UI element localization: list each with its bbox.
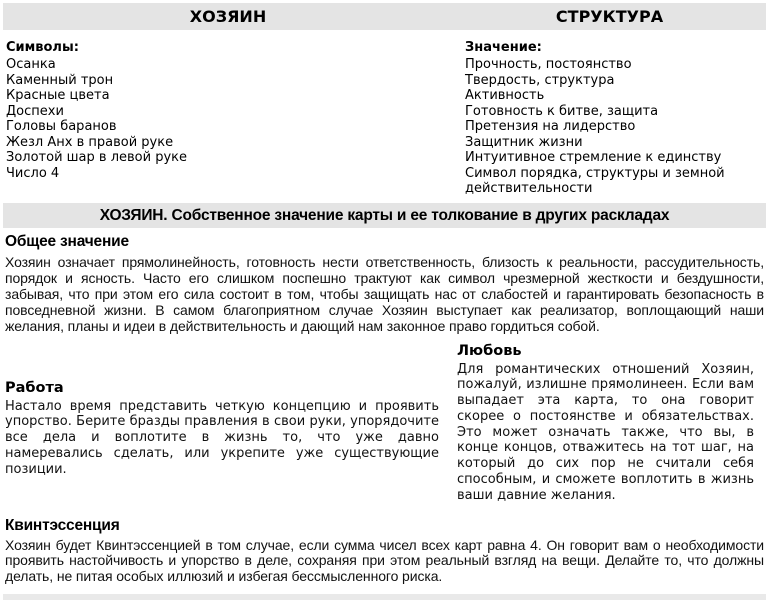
- symbol-item: Число 4: [6, 165, 60, 181]
- symbol-item: Доспехи: [6, 103, 64, 119]
- work-heading: Работа: [5, 379, 64, 396]
- quintessence-heading: Квинтэссенция: [5, 516, 120, 534]
- section-banner-title: ХОЗЯИН. Собственное значение карты и ее толкование в других раскладах: [3, 203, 766, 228]
- section-general-meaning: [3, 233, 766, 334]
- symbol-item: Каменный трон: [6, 72, 114, 88]
- symbols-block: [3, 30, 453, 181]
- bottom-divider-bar: [3, 594, 766, 600]
- meaning-item: Символ порядка, структуры и земной действительности: [465, 165, 725, 196]
- meaning-item: Защитник жизни: [465, 134, 583, 150]
- quintessence-text: Хозяин будет Квинтэссенцией в том случае, если сумма чисел всех карт равна 4. Он говорит вам о необходимости проявить настойчивость и упорство в деле, сохраняя при этом реальный взгляд на вещи. Делайте то, что должны делать, не питая особых иллюзий и избегая бессмысленного риска.: [5, 536, 764, 584]
- structure-column: [453, 3, 766, 197]
- section-love: [457, 343, 764, 504]
- general-meaning-text: Хозяин означает прямолинейность, готовность нести ответственность, близость к реальности, рассудительность, порядок и ясность. Часто его слишком поспешно трактуют как символ чрезмерной жесткости и бездушности, забывая, что при этом его сила состоит в том, чтобы защищать нас от слабостей и гарантировать безопасность в повседневной жизни. В самом благоприятном случае Хозяин выступает как реализатор, воплощающий наши желания, планы и идеи в действительность и дающий нам законное право гордиться собой.: [5, 253, 764, 334]
- meaning-item: Твердость, структура: [465, 72, 615, 88]
- general-meaning-heading: Общее значение: [5, 232, 129, 250]
- structure-header: СТРУКТУРА: [453, 3, 766, 30]
- meaning-item: Интуитивное стремление к единству: [465, 150, 722, 165]
- card-name-header: ХОЗЯИН: [3, 3, 453, 30]
- symbols-label: Символы:: [6, 40, 79, 55]
- symbol-item: Головы баранов: [6, 119, 117, 134]
- symbol-item: Красные цвета: [6, 88, 110, 103]
- card-column: [3, 3, 453, 197]
- work-love-columns: [3, 343, 766, 504]
- meanings-label: Значение:: [465, 40, 542, 55]
- meaning-item: Активность: [465, 88, 545, 103]
- top-columns: [3, 3, 766, 197]
- love-heading: Любовь: [457, 342, 522, 359]
- meaning-item: Готовность к битве, защита: [465, 103, 659, 119]
- section-quintessence: [3, 517, 766, 585]
- meanings-block: [453, 30, 766, 197]
- meaning-item: Прочность, постоянство: [465, 57, 632, 72]
- work-text: Настало время представить четкую концепцию и проявить упорство. Берите бразды правления в свои руки, упорядочите все дела и воплотите в жизнь то, что уже давно намеревались сделать, или укрепите уже существующие позиции.: [5, 398, 439, 477]
- section-work: [5, 380, 439, 504]
- symbol-item: Золотой шар в левой руке: [6, 150, 187, 165]
- symbol-item: Жезл Анх в правой руке: [6, 134, 174, 150]
- symbol-item: Осанка: [6, 57, 56, 72]
- love-text: Для романтических отношений Хозяин, пожалуй, излишне прямолинеен. Если вам выпадает эта карта, то она говорит скорее о постоянстве и обязательствах. Это может означать также, что вы, в конце концов, отважитесь на тот шаг, на который до сих пор не считали себя способным, и сможете воплотить в жизнь ваши давние желания.: [457, 361, 754, 503]
- meaning-item: Претензия на лидерство: [465, 119, 636, 134]
